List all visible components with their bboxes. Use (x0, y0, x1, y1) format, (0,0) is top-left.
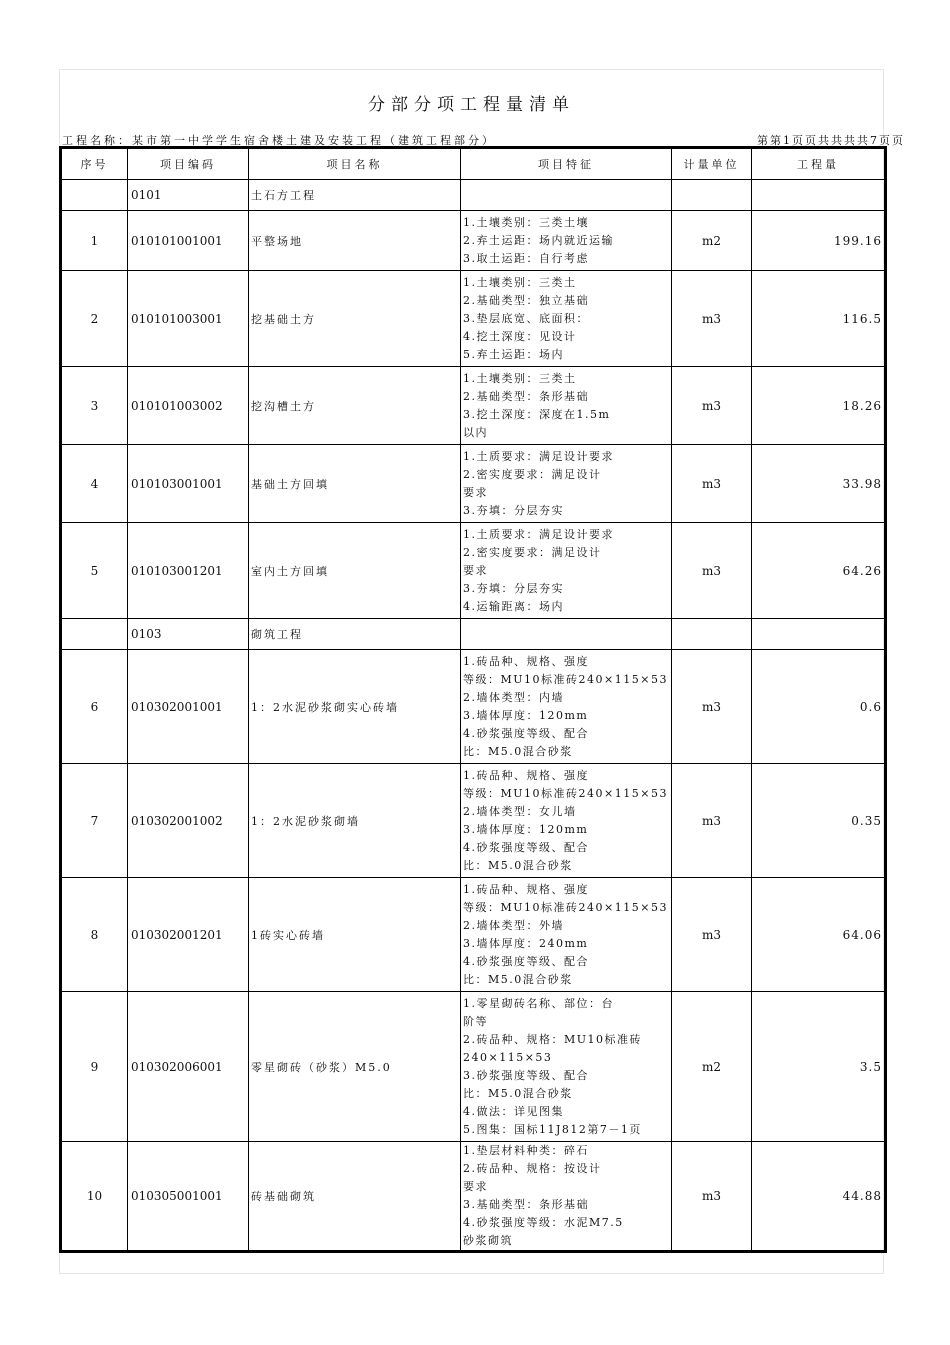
table-row (61, 764, 886, 878)
feature-line: 3.墙体厚度：120mm (463, 822, 589, 836)
row-unit: m3 (672, 445, 752, 523)
row-name: 土石方工程 (249, 180, 461, 211)
document-title: 分部分项工程量清单 (368, 95, 575, 115)
row-name: 砖基础砌筑 (249, 1142, 461, 1252)
page-number: 第第1页页共共共共7页页 (757, 134, 905, 147)
row-quantity (752, 180, 886, 211)
feature-line: 比：M5.0混合砂浆 (463, 972, 573, 986)
row-unit (672, 180, 752, 211)
row-unit: m3 (672, 650, 752, 764)
row-unit: m3 (672, 1142, 752, 1252)
table-header-row (61, 148, 886, 180)
row-features (461, 523, 672, 619)
row-code: 010101003002 (128, 367, 249, 445)
feature-line: 等级：MU10标准砖240×115×53 (463, 786, 668, 800)
row-unit: m2 (672, 211, 752, 271)
row-number: 8 (61, 878, 128, 992)
row-name: 挖沟槽土方 (249, 367, 461, 445)
row-name: 1砖实心砖墙 (249, 878, 461, 992)
feature-line: 1.砖品种、规格、强度 (463, 654, 589, 668)
row-code: 010101003001 (128, 271, 249, 367)
row-name: 1：2水泥砂浆砌实心砖墙 (249, 650, 461, 764)
table-row (61, 992, 886, 1142)
feature-line: 1.土质要求：满足设计要求 (463, 527, 614, 541)
row-quantity: 64.26 (752, 523, 886, 619)
row-code: 010302001201 (128, 878, 249, 992)
feature-line: 2.密实度要求：满足设计 (463, 467, 602, 481)
feature-line: 1.土壤类别：三类土 (463, 275, 577, 289)
feature-line: 1.砖品种、规格、强度 (463, 768, 589, 782)
document-subtitle: 工程名称：某市第一中学学生宿舍楼土建及安装工程（建筑工程部分） (62, 134, 496, 147)
row-features (461, 878, 672, 992)
header-code: 项目编码 (128, 148, 249, 180)
row-quantity: 3.5 (752, 992, 886, 1142)
header-name: 项目名称 (249, 148, 461, 180)
feature-line: 4.砂浆强度等级、配合 (463, 840, 589, 854)
header-unit: 计量单位 (672, 148, 752, 180)
feature-line: 1.砖品种、规格、强度 (463, 882, 589, 896)
row-number (61, 180, 128, 211)
row-code: 0103 (128, 619, 249, 650)
feature-line: 2.基础类型：独立基础 (463, 293, 589, 307)
table-row (61, 878, 886, 992)
row-code: 010305001001 (128, 1142, 249, 1252)
feature-line: 4.做法：详见图集 (463, 1104, 564, 1118)
row-name: 砌筑工程 (249, 619, 461, 650)
feature-line: 2.墙体类型：外墙 (463, 918, 564, 932)
feature-line: 4.砂浆强度等级、配合 (463, 954, 589, 968)
feature-line: 240×115×53 (463, 1050, 553, 1064)
feature-line: 5.弃土运距：场内 (463, 347, 564, 361)
row-code: 010302006001 (128, 992, 249, 1142)
row-name: 挖基础土方 (249, 271, 461, 367)
feature-line: 等级：MU10标准砖240×115×53 (463, 900, 668, 914)
row-quantity: 18.26 (752, 367, 886, 445)
feature-line: 3.垫层底宽、底面积： (463, 311, 589, 325)
row-number: 1 (61, 211, 128, 271)
row-features (461, 992, 672, 1142)
row-quantity: 44.88 (752, 1142, 886, 1252)
feature-line: 5.图集：国标11J812第7－1页 (463, 1122, 642, 1136)
feature-line: 3.墙体厚度：120mm (463, 708, 589, 722)
feature-line: 3.夯填：分层夯实 (463, 581, 564, 595)
row-number: 9 (61, 992, 128, 1142)
row-number: 7 (61, 764, 128, 878)
row-unit: m3 (672, 764, 752, 878)
row-name: 平整场地 (249, 211, 461, 271)
feature-line: 要求 (463, 1180, 488, 1193)
bill-of-quantities-table (59, 146, 887, 1253)
feature-line: 3.挖土深度：深度在1.5m (463, 407, 611, 421)
row-code: 010103001001 (128, 445, 249, 523)
row-quantity: 0.6 (752, 650, 886, 764)
feature-line: 等级：MU10标准砖240×115×53 (463, 672, 668, 686)
feature-line: 1.零星砌砖名称、部位：台 (463, 996, 614, 1010)
feature-line: 要求 (463, 563, 488, 577)
row-features (461, 650, 672, 764)
header-features: 项目特征 (461, 148, 672, 180)
table-row (61, 619, 886, 650)
row-features (461, 445, 672, 523)
feature-line: 3.取土运距：自行考虑 (463, 251, 589, 265)
table-body (61, 180, 886, 1252)
row-unit: m3 (672, 367, 752, 445)
feature-line: 以内 (463, 425, 488, 439)
feature-line: 2.砖品种、规格：按设计 (463, 1162, 602, 1175)
row-number (61, 619, 128, 650)
feature-line: 4.砂浆强度等级：水泥M7.5 (463, 1216, 624, 1229)
feature-line: 4.挖土深度：见设计 (463, 329, 577, 343)
feature-line: 2.墙体类型：内墙 (463, 690, 564, 704)
row-features (461, 1142, 672, 1252)
row-features (461, 180, 672, 211)
feature-line: 4.运输距离：场内 (463, 599, 564, 613)
row-number: 3 (61, 367, 128, 445)
row-name: 零星砌砖（砂浆）M5.0 (249, 992, 461, 1142)
row-number: 6 (61, 650, 128, 764)
row-name: 室内土方回填 (249, 523, 461, 619)
table-row (61, 650, 886, 764)
row-quantity: 116.5 (752, 271, 886, 367)
row-number: 5 (61, 523, 128, 619)
table-row (61, 367, 886, 445)
row-quantity: 64.06 (752, 878, 886, 992)
row-number: 10 (61, 1142, 128, 1252)
header-qty: 工程量 (752, 148, 886, 180)
table-row (61, 523, 886, 619)
table-row (61, 1142, 886, 1252)
feature-line: 2.基础类型：条形基础 (463, 389, 589, 403)
row-quantity: 199.16 (752, 211, 886, 271)
row-code: 0101 (128, 180, 249, 211)
header-no: 序号 (61, 148, 128, 180)
feature-line: 3.基础类型：条形基础 (463, 1198, 589, 1211)
row-name: 基础土方回填 (249, 445, 461, 523)
feature-line: 1.土壤类别：三类土壤 (463, 215, 589, 229)
row-features (461, 619, 672, 650)
table-row (61, 180, 886, 211)
feature-line: 3.夯填：分层夯实 (463, 503, 564, 517)
row-code: 010302001002 (128, 764, 249, 878)
row-features (461, 764, 672, 878)
feature-line: 1.土质要求：满足设计要求 (463, 449, 614, 463)
row-unit (672, 619, 752, 650)
row-quantity: 33.98 (752, 445, 886, 523)
feature-line: 3.墙体厚度：240mm (463, 936, 589, 950)
feature-line: 2.弃土运距：场内就近运输 (463, 233, 614, 247)
row-number: 2 (61, 271, 128, 367)
row-code: 010103001201 (128, 523, 249, 619)
feature-line: 比：M5.0混合砂浆 (463, 1086, 573, 1100)
row-unit: m3 (672, 878, 752, 992)
row-number: 4 (61, 445, 128, 523)
row-unit: m3 (672, 523, 752, 619)
row-quantity (752, 619, 886, 650)
feature-line: 比：M5.0混合砂浆 (463, 858, 573, 872)
feature-line: 2.墙体类型：女儿墙 (463, 804, 577, 818)
feature-line: 1.土壤类别：三类土 (463, 371, 577, 385)
feature-line: 2.密实度要求：满足设计 (463, 545, 602, 559)
feature-line: 比：M5.0混合砂浆 (463, 744, 573, 758)
feature-line: 要求 (463, 485, 488, 499)
row-features (461, 367, 672, 445)
row-quantity: 0.35 (752, 764, 886, 878)
row-features (461, 211, 672, 271)
row-code: 010302001001 (128, 650, 249, 764)
row-unit: m2 (672, 992, 752, 1142)
table-row (61, 445, 886, 523)
row-unit: m3 (672, 271, 752, 367)
feature-line: 4.砂浆强度等级、配合 (463, 726, 589, 740)
feature-line: 砂浆砌筑 (463, 1234, 513, 1247)
feature-line: 2.砖品种、规格：MU10标准砖 (463, 1032, 643, 1046)
row-code: 010101001001 (128, 211, 249, 271)
feature-line: 阶等 (463, 1014, 488, 1028)
table-row (61, 211, 886, 271)
feature-line: 1.垫层材料种类：碎石 (463, 1144, 589, 1157)
feature-line: 3.砂浆强度等级、配合 (463, 1068, 589, 1082)
table-row (61, 271, 886, 367)
row-features (461, 271, 672, 367)
row-name: 1：2水泥砂浆砌墙 (249, 764, 461, 878)
